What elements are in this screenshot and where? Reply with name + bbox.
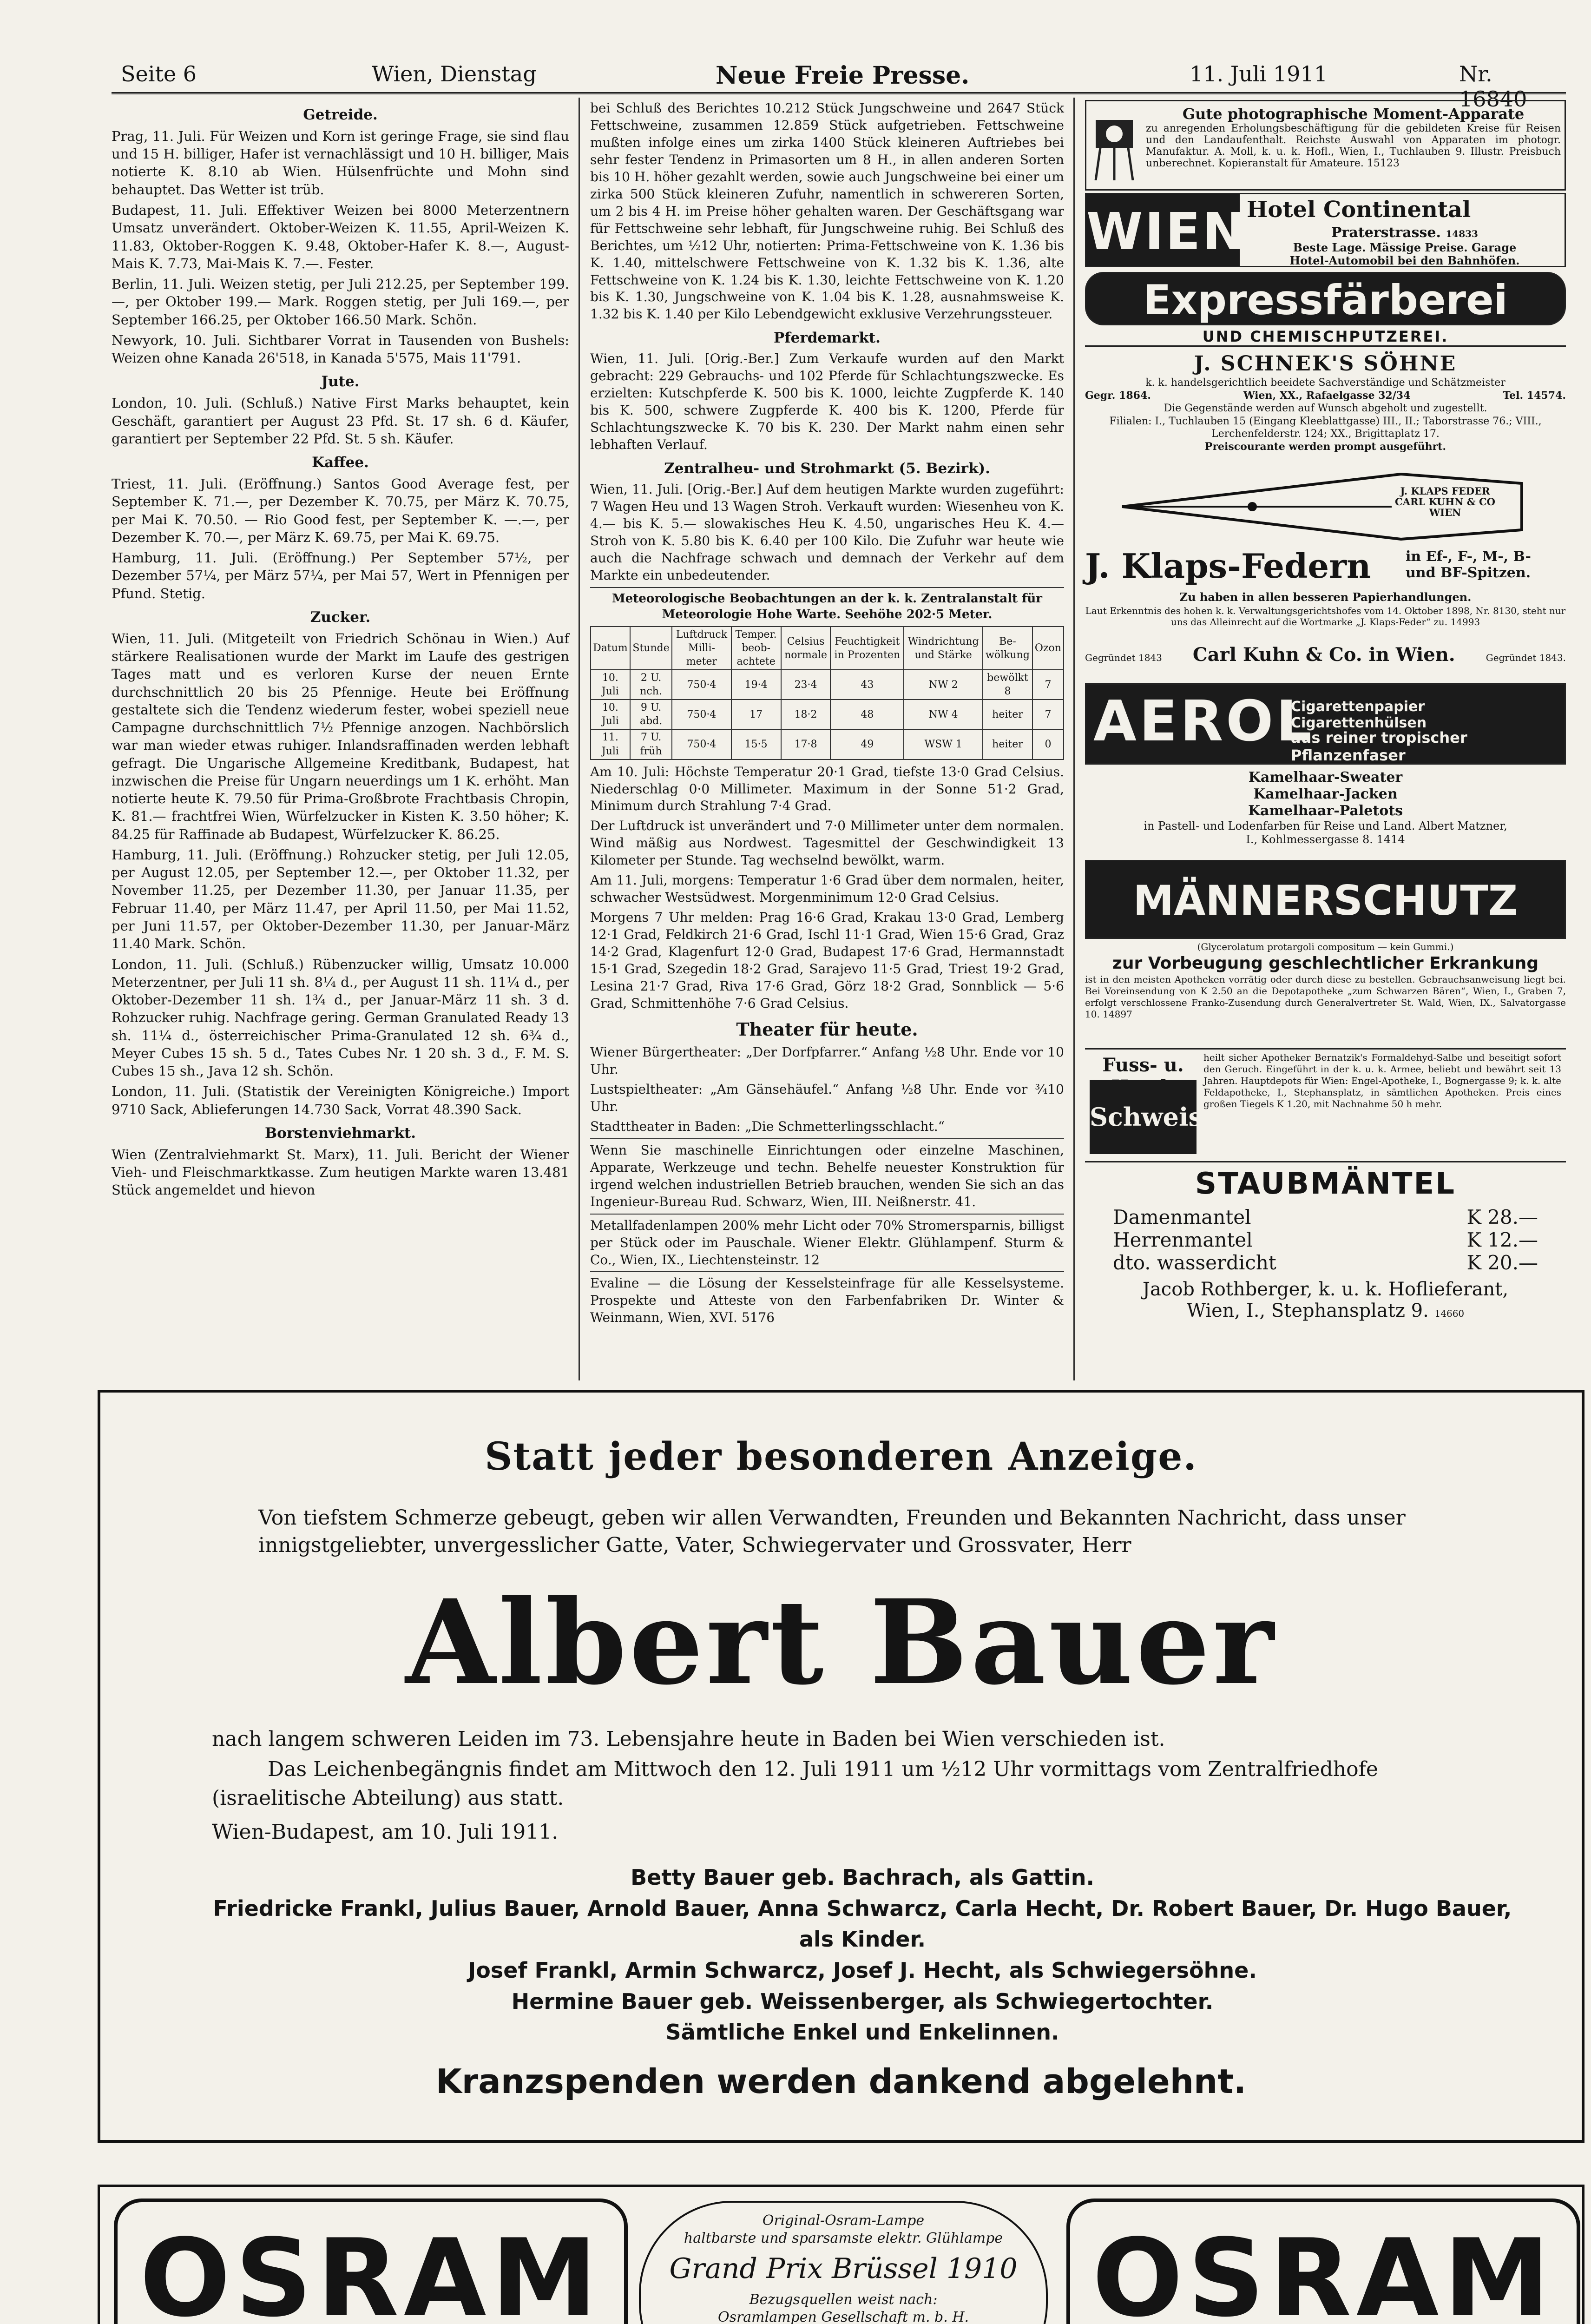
ad-express-sub: UND CHEMISCHPUTZEREI. (1085, 328, 1566, 347)
column-divider (579, 98, 580, 1380)
table-cell: 11. Juli (591, 729, 630, 759)
hotel-street (1247, 224, 1563, 241)
report-budapest: Budapest, 11. Juli. Effektiver Weizen bei 8000 Meterzentnern Umsatz unverändert. Oktober-Weizen K. 11.55, April-Weizen K. 11.83, Oktober-Roggen K. 9.48, Oktober-Hafer K. 8.—, August-Mais K. 7.73, Mai-Mais K. 7.—. Fester. (112, 202, 569, 271)
place-date: Wien, Dienstag (372, 61, 537, 86)
heading-jute: Jute. (321, 373, 360, 390)
heading-kaffee: Kaffee. (312, 454, 369, 471)
schnek-text1: k. k. handelsgerichtlich beeidete Sachverständige und Schätzmeister (1145, 377, 1506, 389)
table-cell: 2 U. nch. (630, 670, 672, 700)
klaps-text1: Zu haben in allen besseren Papierhandlungen. (1179, 590, 1472, 604)
kamel-1: Kamelhaar-Sweater (1248, 769, 1403, 786)
heading-meteo: Meteorologische Beobachtungen an der k. k. Zentralanstalt für Meteorologie Hohe Warte. Seehöhe 202·5 Meter. (590, 587, 1064, 623)
staub-list (1113, 1206, 1538, 1274)
hotel-line: Beste Lage. Mässige Preise. Garage (1293, 241, 1517, 254)
column-reports (590, 100, 1064, 1329)
ad-kamelhaar (1085, 769, 1566, 846)
report-schweine: bei Schluß des Berichtes 10.212 Stück Jungschweine und 2647 Stück Fettschweine, zusammen 12.859 Stück aufgetrieben. Fettschweine mußten infolge eines um zirka 1400 Stück kleineren Auftriebes bei sehr fester Tendenz in Primasorten um 8 H., in allen anderen Sorten bis 10 H. höher gezahlt werden, sowie auch Jungschweine bei einer um zirka 500 Stück kleineren Zufuhr, namentlich in schwereren Sorten, um 2 bis 4 H. im Preise höher gehalten waren. Der Geschäftsgang war für Fettschweine sehr lebhaft, für Jungschweine ruhig. Bei Schluß des Berichtes, um ½12 Uhr, notierten: Prima-Fettschweine von K. 1.36 bis K. 1.40, mittelschwere Fettschweine von K. 1.32 bis K. 1.36, alte Fettschweine von K. 1.24 bis K. 1.30, leichte Fettschweine von K. 1.20 bis K. 1.30, Jungschweine von K. 1.04 bis K. 1.28, ausnahmsweise K. 1.32 bis K. 1.40 per Kilo Lebendgewicht exklusive Verzehrungssteuer. (590, 100, 1064, 322)
kamel-5 (1085, 833, 1566, 846)
weather-col-header: Datum (591, 627, 630, 670)
staub-firm: Jacob Rothberger, k. u. k. Hoflieferant, (1142, 1279, 1509, 1300)
issue-number: Nr. 16840 (1459, 61, 1527, 112)
staub-address (1085, 1300, 1566, 1321)
table-cell: 750·4 (672, 700, 731, 729)
kamel-5-text: I., Kohlmessergasse 8. (1246, 832, 1373, 846)
list-item (1113, 1251, 1538, 1274)
ad-moll (1085, 100, 1566, 191)
schnek-name: J. SCHNEK'S SÖHNE (1194, 352, 1457, 376)
weather-col-header: Celsius normale (781, 627, 831, 670)
klaps-side: in Ef-, F-, M-, B- und BF-Spitzen. (1406, 548, 1531, 581)
weather-text-1: Am 10. Juli: Höchste Temperatur 20·1 Grad, tiefste 13·0 Grad Celsius. Niederschlag 0·0 Millimeter. Maximum in der Sonne 51·2 Grad, Minimum durch Strahlung 7·4 Grad. (590, 764, 1064, 814)
notice-place: Wien-Budapest, am 10. Juli 1911. (212, 1820, 559, 1844)
osram-c1: Original-Osram-Lampe (762, 2212, 925, 2229)
report-london-jute: London, 10. Juli. (Schluß.) Native First Marks behauptet, kein Geschäft, garantiert per August 23 Pfd. St. 17 sh. 6 d. Käufer, garantiert per September 22 Pfd. St. 5 sh. Käufer. (112, 395, 569, 447)
theater-1: Wiener Bürgertheater: „Der Dorfpfarrer.“ Anfang ½8 Uhr. Ende vor 10 Uhr. (590, 1044, 1064, 1077)
klaps-text2-body: Laut Erkenntnis des hohen k. k. Verwaltungsgerichtshofes vom 14. Oktober 1898, Nr. 8130, steht nur uns das Alleinrecht auf die Wortmarke „J. Klaps-Feder“ zu. (1085, 605, 1566, 627)
ad-expressfaerberei: Expressfärberei (1085, 272, 1566, 325)
kuhn-gegr: Gegründet 1843 (1085, 652, 1162, 663)
table-cell: 17·8 (781, 729, 831, 759)
ad-moll-text (1146, 123, 1561, 169)
osram-brand-left: OSRAM (114, 2199, 628, 2324)
table-cell: 7 (1032, 670, 1064, 700)
ad-viro (1085, 941, 1566, 1020)
signatory-sons-in-law: Josef Frankl, Armin Schwarcz, Josef J. Hecht, als Schwiegersöhne. (468, 1958, 1257, 1983)
list-item (1113, 1228, 1538, 1251)
table-cell: 7 U. früh (630, 729, 672, 759)
schnek-tel: Tel. 14574. (1503, 389, 1566, 402)
table-cell: 9 U. abd. (630, 700, 672, 729)
theater-2: Lustspieltheater: „Am Gänsehäufel.“ Anfang ½8 Uhr. Ende vor ¾10 Uhr. (590, 1081, 1064, 1114)
klaps-number: 14993 (1450, 616, 1480, 627)
notice-title: Statt jeder besonderen Anzeige. (485, 1434, 1197, 1479)
kamel-3: Kamelhaar-Paletots (1248, 803, 1403, 819)
table-cell: heiter (983, 700, 1032, 729)
hotel-line2: Hotel-Automobil bei den Bahnhöfen. (1289, 254, 1520, 267)
report-newyork: Newyork, 10. Juli. Sichtbarer Vorrat in Tausenden von Bushels: Weizen ohne Kanada 26'518, in Kanada 5'575, Mais 11'791. (112, 332, 569, 366)
ad-schnek (1085, 351, 1566, 453)
masthead: Neue Freie Presse. (716, 61, 970, 90)
notice-signatories (212, 1862, 1513, 2048)
item-price: K 12.— (1466, 1228, 1538, 1251)
aerol-sub2: aus reiner tropischer Pflanzenfaser (1291, 729, 1467, 764)
viro-head: zur Vorbeugung geschlechtlicher Erkrankung (1112, 954, 1539, 973)
heading-getreide: Getreide. (303, 106, 378, 123)
osram-brand-right: OSRAM (1066, 2199, 1580, 2324)
camera-icon (1091, 111, 1137, 180)
signatory-daughter-in-law: Hermine Bauer geb. Weissenberger, als Schwiegertochter. (511, 1988, 1214, 2014)
table-cell: 750·4 (672, 729, 731, 759)
weather-col-header: Feuchtigkeit in Prozenten (830, 627, 904, 670)
weather-table (590, 626, 1064, 759)
table-cell: 7 (1032, 700, 1064, 729)
ad-metallfaden: Metallfadenlampen 200% mehr Licht oder 70% Stromersparnis, billigst per Stück oder im Pauschale. Wiener Elektr. Glühlampenf. Sturm & Co., Wien, IX., Liechtensteinstr. 12 (590, 1214, 1064, 1269)
heading-pferde: Pferdemarkt. (774, 330, 881, 347)
weather-col-header: Luftdruck Milli-meter (672, 627, 731, 670)
pen-label: J. KLAPS FEDER CARL KUHN & CO WIEN (1395, 485, 1495, 519)
weather-col-header: Windrichtung und Stärke (904, 627, 983, 670)
osram-c5: Osramlampen Gesellschaft m. b. H. (717, 2309, 969, 2324)
ad-moll-number: 15123 (1367, 158, 1400, 169)
table-cell: 10. Juli (591, 700, 630, 729)
weather-text-3: Am 11. Juli, morgens: Temperatur 1·6 Grad über dem normalen, heiter, schwacher Westsüdwest. Morgenminimum 12·0 Grad Celsius. (590, 872, 1064, 905)
hotel-city: WIEN (1086, 194, 1240, 267)
aerol-sub1: Cigarettenpapier Cigarettenhülsen (1291, 699, 1427, 731)
table-cell: 0 (1032, 729, 1064, 759)
ad-moll-title: Gute photographische Moment-Apparate (1182, 105, 1525, 123)
osram-c2: haltbarste und sparsamste elektr. Glühlampe (684, 2230, 1003, 2246)
table-cell: bewölkt 8 (983, 670, 1032, 700)
table-cell: 23·4 (781, 670, 831, 700)
item-name: dto. wasserdicht (1113, 1251, 1276, 1274)
fuss-text: heilt sicher Apotheker Bernatzik's Formaldehyd-Salbe und beseitigt sofort den Geruch. Eingeführt in der k. u. k. Armee, beliebt und bewährt seit 13 Jahren. Hauptdepots für Wien: Engel-Apotheke, I., Bognergasse 9; k. k. alte Feldapotheke, I., Stephansplatz, in sämtlichen Apotheken. Preis eines großen Tiegels K 1.20, mit Nachnahme 50 h mehr. (1203, 1052, 1561, 1109)
ad-evaline (590, 1271, 1064, 1327)
report-wien-zucker: Wien, 11. Juli. (Mitgeteilt von Friedrich Schönau in Wien.) Auf stärkere Realisationen wurde der Markt im Laufe des gestrigen Tages matt und es verloren Kurse der neuen Ernte durchschnittlich 20 bis 25 Pfennige. Heute bei Eröffnung gestaltete sich die Tendenz wiederum fester, wobei speziell neue Campagne durchschnittlich 7½ Pfennige anzogen. Nachbörslich war man wieder etwas ruhiger. Inlandsraffinaden werden lebhaft gefragt. Die Ungarische Allgemeine Kreditbank, Budapest, hat inzwischen die Preise für Ungarn neuerdings um 1 K. erhöht. Man notierte heute K. 79.50 für Prima-Großbrote Frachtbasis Chropin, K. 81.— frachtfrei Wien, Würfelzucker in Kisten K. 3.50 höher; K. 84.25 für Raffinade ab Budapest, Würfelzucker K. 86.25. (112, 630, 569, 842)
staub-number: 14660 (1434, 1308, 1465, 1319)
theater-3: Stadttheater in Baden: „Die Schmetterlingsschlacht.“ (590, 1118, 945, 1134)
staub-title: STAUBMÄNTEL (1195, 1167, 1456, 1201)
klaps-name: J. Klaps-Federn (1085, 546, 1371, 586)
kuhn-gegr2: Gegründet 1843. (1486, 652, 1566, 663)
viro-body: ist in den meisten Apotheken vorrätig oder durch diese zu bestellen. Gebrauchsanweisung liegt bei. Bei Voreinsendung von K 2.50 an die Depotapotheke „zum Schwarzen Bären“, Wien, I., Graben 7, erfolgt verschlossene Franko-Zusendung durch Generalvertreter St. Wald, Wien, IX., Salvatorgasse 10. (1085, 974, 1566, 1020)
report-wien-vieh: Wien (Zentralviehmarkt St. Marx), 11. Juli. Bericht der Wiener Vieh- und Fleischmarktkasse. Zum heutigen Markte waren 13.481 Stück angemeldet und hievon (112, 1146, 569, 1198)
table-row (591, 700, 1064, 729)
viro-number: 14897 (1103, 1009, 1132, 1020)
klaps-text2 (1085, 605, 1566, 627)
kuhn-name: Carl Kuhn & Co. in Wien. (1192, 644, 1455, 666)
notice-line1: nach langem schweren Leiden im 73. Lebensjahre heute in Baden bei Wien verschieden ist. (212, 1727, 1165, 1751)
table-cell: NW 2 (904, 670, 983, 700)
table-row (591, 670, 1064, 700)
page-header (112, 55, 1566, 112)
ad-viro-banner: MÄNNERSCHUTZ (1085, 860, 1566, 939)
item-name: Damenmantel (1113, 1206, 1251, 1228)
column-divider-2 (1073, 98, 1075, 1380)
ad-aerol (1085, 683, 1566, 765)
osram-grandprix: Grand Prix Brüssel 1910 (669, 2252, 1018, 2285)
notice-line2: Das Leichenbegängnis findet am Mittwoch den 12. Juli 1911 um ½12 Uhr vormittags vom Zentralfriedhofe (israelitische Abteilung) aus statt. (212, 1757, 1378, 1810)
osram-c4: Bezugsquellen weist nach: (749, 2291, 938, 2308)
kuhn-row (1085, 644, 1566, 666)
issue-date: 11. Juli 1911 (1190, 61, 1328, 86)
table-cell: heiter (983, 729, 1032, 759)
ad-schwarz: Wenn Sie maschinelle Einrichtungen oder einzelne Maschinen, Apparate, Werkzeuge und techn. Behelfe neuester Konstruktion für irgend welchen industriellen Betrieb brauchen, wenden Sie sich an das Ingenieur-Bureau Rud. Schwarz, Wien, III. Neißnerstr. 41. (590, 1138, 1064, 1211)
schnek-text3: Filialen: I., Tuchlauben 15 (Eingang Kleeblattgasse) III., II.; Taborstrasse 76.; VIII., Lerchenfelderstr. 124; XX., Brigittaplatz 17. (1109, 415, 1542, 440)
viro-text (1085, 974, 1566, 1020)
ad-evaline-text: Evaline — die Lösung der Kesselsteinfrage für alle Kesselsysteme. Prospekte und Atteste von den Farbenfabriken Dr. Winter & Weinmann, Wien, XVI. (590, 1275, 1064, 1326)
page-number: Seite 6 (121, 61, 197, 86)
fuss-title2: Schweiss (1090, 1080, 1197, 1154)
notice-name: Albert Bauer (405, 1574, 1277, 1710)
report-hamburg-kaffee: Hamburg, 11. Juli. (Eröffnung.) Per September 57½, per Dezember 57¼, per März 57¼, per Mai 57, Wert in Pfennigen per Pfund. Stetig. (112, 550, 569, 601)
report-berlin: Berlin, 11. Juli. Weizen stetig, per Juli 212.25, per September 199.—, per Oktober 199.— Mark. Roggen stetig, per Juli 169.—, per September 166.25, per Oktober 166.50 Mark. Schön. (112, 276, 569, 328)
ad-fussschweiss (1085, 1048, 1566, 1162)
kamel-number: 1414 (1376, 832, 1405, 846)
weather-text-4: Morgens 7 Uhr melden: Prag 16·6 Grad, Krakau 13·0 Grad, Lemberg 12·1 Grad, Feldkirch 21·6 Grad, Ischl 11·1 Grad, Wien 15·6 Grad, Graz 14·2 Grad, Klagenfurt 12·0 Grad, Budapest 17·6 Grad, Hermannstadt 15·1 Grad, Szegedin 18·2 Grad, Sarajevo 11·5 Grad, Triest 19·2 Grad, Lesina 21·7 Grad, Riva 17·6 Grad, Görz 18·2 Grad, Sonnblick — 5·6 Grad, Schmittenhöhe 7·6 Grad Celsius. (590, 910, 1064, 1011)
heading-vieh: Borstenviehmarkt. (264, 1124, 416, 1142)
weather-table-body (591, 670, 1064, 759)
table-cell: 18·2 (781, 700, 831, 729)
ad-klaps (1085, 465, 1566, 679)
table-cell: 19·4 (731, 670, 781, 700)
report-heu: Wien, 11. Juli. [Orig.-Ber.] Auf dem heutigen Markte wurden zugeführt: 7 Wagen Heu und 13 Wagen Stroh. Verkauft wurden: Wiesenheu von K. 4.— bis K. 5.— slowakisches Heu K. 4.50, ungarisches Heu K. 4.— Stroh von K. 5.80 bis K. 6.40 per 100 Kilo. Die Zufuhr war heute wie auch die Nachfrage schwach und demnach der Verkehr auf dem Markte ein unbedeutender. (590, 481, 1064, 583)
schnek-address-row (1085, 390, 1566, 403)
ad-moll-body: zu anregenden Erholungsbeschäftigung für die gebildeten Kreise für Reisen und den Landaufenthalt. Reichste Auswahl von Apparaten im photogr. Manufaktur. A. Moll, k. u. k. Hofl., Wien, I., Tuchlauben 9. Illustr. Preisbuch unberechnet. Kopieranstalt für Amateure. (1146, 123, 1561, 169)
osram-centre (639, 2201, 1048, 2324)
report-london-zucker: London, 11. Juli. (Schluß.) Rübenzucker willig, Umsatz 10.000 Meterzentner, per Juli 11 sh. 8¼ d., per August 11 sh. 11¼ d., per Oktober-Dezember 11 sh. 1¾ d., per Januar-März 11 sh. 3 d. Rohzucker ruhig. Nachfrage gering. German Granulated Ready 13 sh. 11¼ d., österreichischer Prima-Granulated 12 sh. 6¾ d., Meyer Cubes 15 sh. 5 d., Tates Cubes Nr. 1 20 sh. 3 d., F. M. S. Cubes 15 sh., Java 12 sh. Schön. (112, 956, 569, 1079)
weather-col-header: Ozon (1032, 627, 1064, 670)
viro-sub: (Glycerolatum protargoli compositum — kein Gummi.) (1197, 941, 1454, 952)
table-cell: 15·5 (731, 729, 781, 759)
hotel-street-text: Praterstrasse. (1331, 224, 1441, 241)
item-name: Herrenmantel (1113, 1228, 1253, 1251)
staub-address-text: Wien, I., Stephansplatz 9. (1186, 1300, 1429, 1321)
schnek-text4: Preiscourante werden prompt ausgeführt. (1204, 440, 1446, 453)
heading-heu: Zentralheu- und Strohmarkt (5. Bezirk). (664, 460, 990, 477)
table-row (591, 729, 1064, 759)
report-london-statistik: London, 11. Juli. (Statistik der Vereinigten Königreiche.) Import 9710 Sack, Ablieferungen 14.730 Sack, Vorrat 48.390 Sack. (112, 1083, 569, 1117)
report-triest: Triest, 11. Juli. (Eröffnung.) Santos Good Average fest, per September K. 71.—, per Dezember K. 70.75, per März K. 70.75, per Mai K. 70.50. — Rio Good fest, per September K. —.—, per Dezember K. 70.—, per März K. 69.75, per Mai K. 69.75. (112, 475, 569, 545)
weather-col-header: Temper. beob-achtete (731, 627, 781, 670)
kamel-2: Kamelhaar-Jacken (1253, 786, 1398, 802)
weather-col-header: Stunde (630, 627, 672, 670)
fuss-title: Fuss- u. (1102, 1054, 1184, 1076)
weather-col-header: Be-wölkung (983, 627, 1032, 670)
aerol-brand: AEROL (1093, 689, 1315, 754)
weather-text-2: Der Luftdruck ist unverändert und 7·0 Millimeter unter dem normalen. Wind mäßig aus Nordwest. Tagesmittel der Geschwindigkeit 13 Kilometer per Stunde. Tag wechselnd bewölkt, warm. (590, 818, 1064, 868)
report-prag: Prag, 11. Juli. Für Weizen und Korn ist geringe Frage, sie sind flau und 15 H. billiger, Hafer ist vernachlässigt und 10 H. billiger, Mais notierte K. 8.10 ab Wien. Hülsenfrüchte und Mohn sind behauptet. Das Wetter ist trüb. (112, 128, 569, 198)
hotel-number: 14833 (1446, 228, 1478, 239)
schnek-address: Wien, XX., Rafaelgasse 32/34 (1243, 389, 1411, 402)
report-pferde: Wien, 11. Juli. [Orig.-Ber.] Zum Verkaufe wurden auf den Markt gebracht: 229 Gebrauchs- und 102 Pferde für Schlachtungszwecke. Es erzielten: Kutschpferde K. 500 bis K. 1000, leichte Zugpferde K. 140 bis K. 500, schwere Zugpferde K. 400 bis K. 1200, Pferde für Schlachtungszwecke K. 70 bis K. 230. Der Markt nahm einen sehr lebhaften Verlauf. (590, 351, 1064, 453)
table-cell: 750·4 (672, 670, 731, 700)
signatory-grandchildren: Sämtliche Enkel und Enkelinnen. (665, 2020, 1059, 2045)
table-cell: 17 (731, 700, 781, 729)
ad-evaline-number: 5176 (741, 1310, 775, 1326)
heading-zucker: Zucker. (310, 608, 371, 626)
death-notice (98, 1390, 1584, 2143)
column-markets (112, 100, 569, 1202)
kamel-4: in Pastell- und Lodenfarben für Reise und Land. Albert Matzner, (1144, 819, 1507, 832)
table-cell: 48 (830, 700, 904, 729)
list-item (1113, 1206, 1538, 1228)
notice-closing: Kranzspenden werden dankend abgelehnt. (435, 2062, 1247, 2101)
notice-intro: Von tiefstem Schmerze gebeugt, geben wir allen Verwandten, Freunden und Bekannten Nachricht, dass unser innigstgeliebter, unvergesslicher Gatte, Vater, Schwiegervater und Grossvater, Herr (258, 1506, 1406, 1558)
schnek-text2: Die Gegenstände werden auf Wunsch abgeholt und zugestellt. (1164, 403, 1487, 414)
table-cell: WSW 1 (904, 729, 983, 759)
signatory-widow: Betty Bauer geb. Bachrach, als Gattin. (631, 1865, 1094, 1890)
report-hamburg-zucker: Hamburg, 11. Juli. (Eröffnung.) Rohzucker stetig, per Juli 12.05, per August 12.05, per September 12.—, per Oktober 11.32, per November 11.25, per Dezember 11.30, per Januar 11.35, per Februar 11.40, per März 11.47, per April 11.50, per Mai 11.52, per Juni 11.57, per Oktober-Dezember 11.30, per Januar-März 11.40 Mark. Schön. (112, 846, 569, 952)
item-price: K 28.— (1466, 1206, 1538, 1228)
weather-table-header (591, 627, 1064, 670)
table-cell: NW 4 (904, 700, 983, 729)
table-cell: 10. Juli (591, 670, 630, 700)
ad-staubmaentel (1085, 1167, 1566, 1321)
heading-theater: Theater für heute. (736, 1018, 918, 1040)
ad-osram (98, 2185, 1584, 2324)
ad-hotel (1085, 193, 1566, 267)
schnek-gegr: Gegr. 1864. (1085, 389, 1151, 402)
hotel-name: Hotel Continental (1247, 197, 1471, 223)
signatory-children: Friedricke Frankl, Julius Bauer, Arnold Bauer, Anna Schwarcz, Carla Hecht, Dr. Robert Bauer, Dr. Hugo Bauer, als Kinder. (213, 1895, 1512, 1952)
table-cell: 43 (830, 670, 904, 700)
item-price: K 20.— (1466, 1251, 1538, 1274)
table-cell: 49 (830, 729, 904, 759)
